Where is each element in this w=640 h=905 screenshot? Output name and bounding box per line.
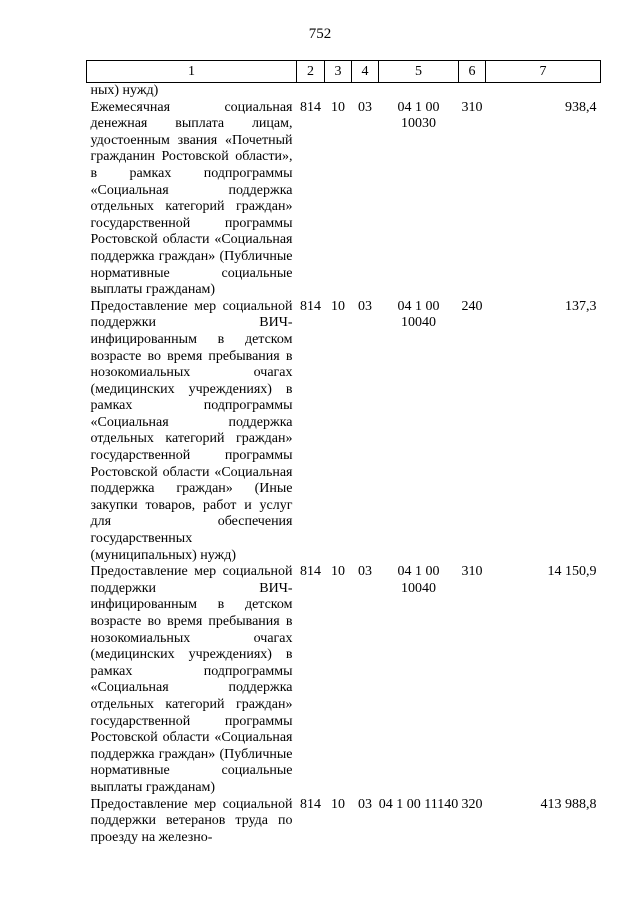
column-header-5: 5 [379,61,459,83]
row-section-code: 10 [331,796,345,812]
column-header-2: 2 [297,61,325,83]
row-section-code: 10 [331,564,345,580]
table-row [87,797,601,847]
row-description: Предоставление мер социальной поддержки ветеранов труда по проезду на железно- [90,796,293,845]
page-number: 752 [308,26,332,42]
row-description: Предоставление мер социальной поддержки ВИЧ-инфицированным в детском возрасте во время пребывания в нозокомиальных очагах (медицинских учреждениях) в рамках подпрограммы «Социальная поддержка отдельных категорий граждан» государственной программы Ростовской области «Социальная поддержка граждан» (Публичные нормативные социальные выплаты гражданам) [90,564,293,795]
row-amount: 14 150,9 [547,564,597,580]
column-header-7: 7 [486,61,601,83]
row-amount: 413 988,8 [540,796,597,812]
row-description: Предоставление мер социальной поддержки ВИЧ-инфицированным в детском возрасте во время пребывания в нозокомиальных очагах (медицинских учреждениях) в рамках подпрограммы «Социальная поддержка отдельных категорий граждан» государственной программы Ростовской области «Социальная поддержка граждан» (Иные закупки товаров, работ и услуг для обеспечения государственных (муниципальных) нужд) [90,298,293,563]
row-expense-type: 310 [461,564,483,580]
column-header-6: 6 [459,61,486,83]
row-expense-type: 240 [461,298,483,314]
row-subsection-code: 03 [358,796,372,812]
row-admin-code: 814 [300,796,321,812]
continuation-row [87,83,601,100]
row-amount: 938,4 [565,99,597,115]
row-target-article: 04 1 00 10040 [397,298,440,331]
row-expense-type: 310 [461,99,483,115]
row-section-code: 10 [331,99,345,115]
row-admin-code: 814 [300,99,321,115]
column-header-3: 3 [325,61,352,83]
column-header-1: 1 [87,61,297,83]
row-subsection-code: 03 [358,564,372,580]
header-row [87,61,601,83]
table-row [87,299,601,565]
row-section-code: 10 [331,298,345,314]
row-target-article: 04 1 00 10030 [397,99,440,132]
row-admin-code: 814 [300,298,321,314]
table-row [87,100,601,299]
row-target-article: 04 1 00 10040 [397,564,440,596]
column-header-4: 4 [352,61,379,83]
row-expense-type: 320 [461,796,483,812]
row-subsection-code: 03 [358,99,372,115]
row-amount: 137,3 [565,298,597,314]
budget-table [86,60,601,846]
row-description: Ежемесячная социальная денежная выплата лицам, удостоенным звания «Почетный гражданин Ростовской области», в рамках подпрограммы «Социальная поддержка отдельных категорий граждан» государственной программы Ростовской области «Социальная поддержка граждан» (Публичные нормативные социальные выплаты гражданам) [90,99,293,298]
row-subsection-code: 03 [358,298,372,314]
continuation-text: ных) нужд) [90,83,159,98]
row-admin-code: 814 [300,564,321,580]
row-target-article: 04 1 00 11140 [378,796,459,812]
table-row [87,564,601,796]
